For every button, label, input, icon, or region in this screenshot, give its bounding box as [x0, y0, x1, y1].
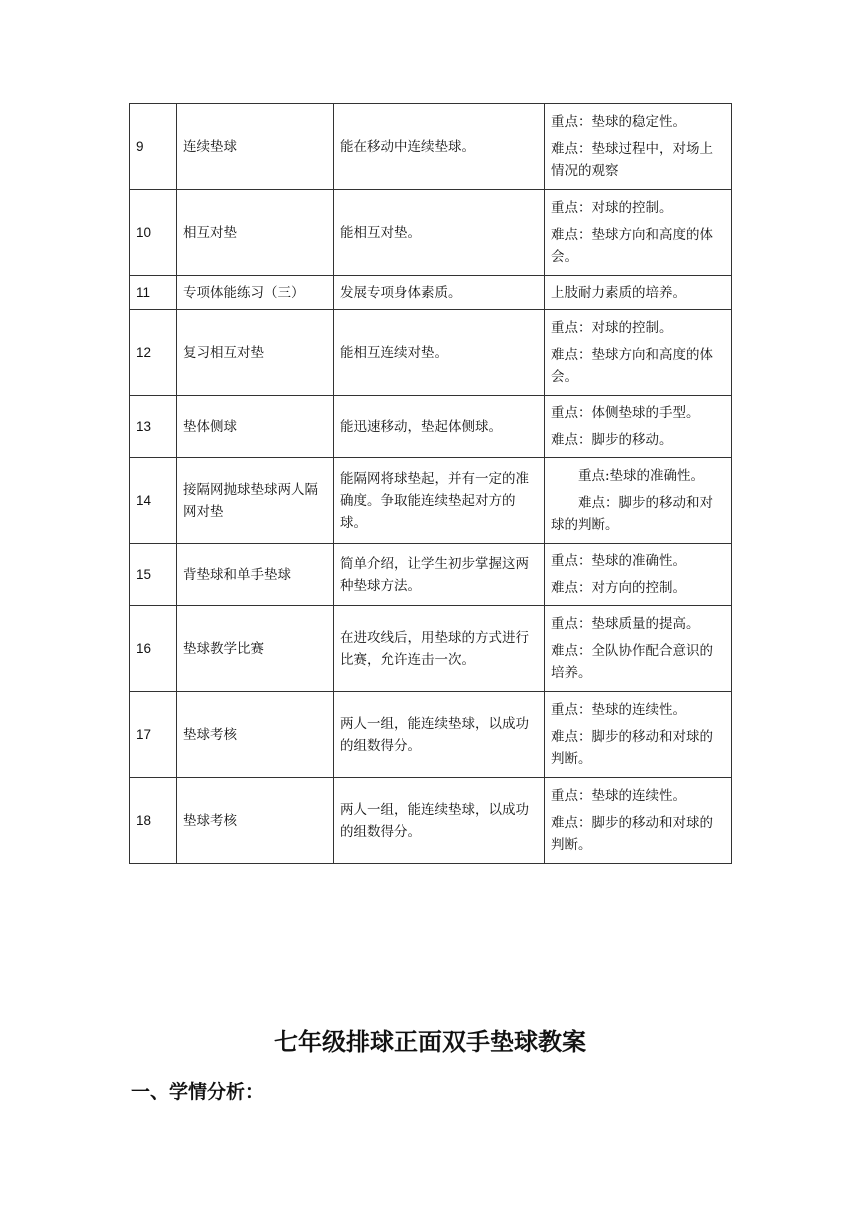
lesson-goal-cell: 能迅速移动，垫起体侧球。	[334, 396, 545, 458]
lesson-goal-cell: 能相互连续对垫。	[334, 310, 545, 396]
lesson-content-cell: 垫球教学比赛	[177, 606, 334, 692]
lesson-content-cell: 垫球考核	[177, 778, 334, 864]
key-difficulty-text: 重点：对球的控制。	[551, 320, 673, 336]
key-difficulty-cell	[545, 544, 732, 606]
lesson-number-cell: 15	[130, 544, 177, 606]
lesson-content-cell: 复习相互对垫	[177, 310, 334, 396]
key-difficulty-cell	[545, 692, 732, 778]
key-difficulty-cell	[545, 104, 732, 190]
key-difficulty-text: 重点：垫球的准确性。	[551, 553, 686, 569]
key-difficulty-text: 重点：对球的控制。	[551, 200, 673, 216]
key-difficulty-text: 难点：垫球方向和高度的体会。	[551, 347, 713, 385]
lesson-content-cell: 背垫球和单手垫球	[177, 544, 334, 606]
table-row	[130, 276, 732, 310]
lesson-goal-cell: 两人一组，能连续垫球，以成功的组数得分。	[334, 778, 545, 864]
lesson-goal-cell: 能隔网将球垫起，并有一定的准确度。争取能连续垫起对方的球。	[334, 458, 545, 544]
table-row	[130, 104, 732, 190]
lesson-number-cell: 16	[130, 606, 177, 692]
table-row	[130, 606, 732, 692]
table-row	[130, 458, 732, 544]
lesson-content-cell: 垫体侧球	[177, 396, 334, 458]
key-difficulty-text: 上肢耐力素质的培养。	[551, 284, 686, 301]
key-difficulty-text: 难点：脚步的移动和对球的判断。	[551, 495, 713, 533]
key-difficulty-cell	[545, 458, 732, 544]
lesson-content-cell: 接隔网抛球垫球两人隔网对垫	[177, 458, 334, 544]
lesson-number-cell: 11	[130, 276, 177, 310]
key-difficulty-text: 重点:垫球的准确性。	[578, 468, 705, 484]
key-difficulty-text: 重点：垫球的稳定性。	[551, 114, 686, 130]
key-difficulty-cell	[545, 276, 732, 310]
lesson-content-cell: 专项体能练习（三）	[177, 276, 334, 310]
table-row	[130, 692, 732, 778]
table-row	[130, 310, 732, 396]
key-difficulty-text: 难点：垫球方向和高度的体会。	[551, 227, 713, 265]
lesson-goal-cell: 在进攻线后，用垫球的方式进行比赛，允许连击一次。	[334, 606, 545, 692]
table-row	[130, 544, 732, 606]
key-difficulty-cell	[545, 778, 732, 864]
key-difficulty-text: 难点：脚步的移动。	[551, 432, 673, 448]
lesson-number-cell: 17	[130, 692, 177, 778]
section-heading: 一、学情分析：	[131, 1081, 265, 1103]
key-difficulty-text: 重点：垫球的连续性。	[551, 788, 686, 804]
lesson-number-cell: 9	[130, 104, 177, 190]
key-difficulty-text: 难点：脚步的移动和对球的判断。	[551, 729, 713, 767]
key-difficulty-text: 重点：垫球质量的提高。	[551, 616, 700, 632]
lesson-goal-cell: 发展专项身体素质。	[334, 276, 545, 310]
key-difficulty-cell	[545, 310, 732, 396]
lesson-plan-body	[130, 104, 732, 864]
table-row	[130, 778, 732, 864]
lesson-goal-cell: 简单介绍，让学生初步掌握这两种垫球方法。	[334, 544, 545, 606]
lesson-number-cell: 14	[130, 458, 177, 544]
key-difficulty-text: 难点：垫球过程中，对场上情况的观察	[551, 141, 713, 179]
lesson-plan-table	[129, 103, 732, 864]
table-row	[130, 396, 732, 458]
key-difficulty-text: 难点：脚步的移动和对球的判断。	[551, 815, 713, 853]
key-difficulty-text: 重点：垫球的连续性。	[551, 702, 686, 718]
key-difficulty-cell	[545, 396, 732, 458]
lesson-content-cell: 连续垫球	[177, 104, 334, 190]
lesson-number-cell: 18	[130, 778, 177, 864]
lesson-content-cell: 相互对垫	[177, 190, 334, 276]
lesson-number-cell: 10	[130, 190, 177, 276]
key-difficulty-cell	[545, 606, 732, 692]
key-difficulty-text: 难点：对方向的控制。	[551, 580, 686, 596]
document-title: 七年级排球正面双手垫球教案	[274, 1027, 586, 1056]
lesson-goal-cell: 能相互对垫。	[334, 190, 545, 276]
lesson-goal-cell: 能在移动中连续垫球。	[334, 104, 545, 190]
key-difficulty-text: 难点：全队协作配合意识的培养。	[551, 643, 713, 681]
lesson-goal-cell: 两人一组，能连续垫球，以成功的组数得分。	[334, 692, 545, 778]
lesson-number-cell: 13	[130, 396, 177, 458]
key-difficulty-text: 重点：体侧垫球的手型。	[551, 405, 700, 421]
lesson-content-cell: 垫球考核	[177, 692, 334, 778]
key-difficulty-cell	[545, 190, 732, 276]
lesson-number-cell: 12	[130, 310, 177, 396]
table-row	[130, 190, 732, 276]
